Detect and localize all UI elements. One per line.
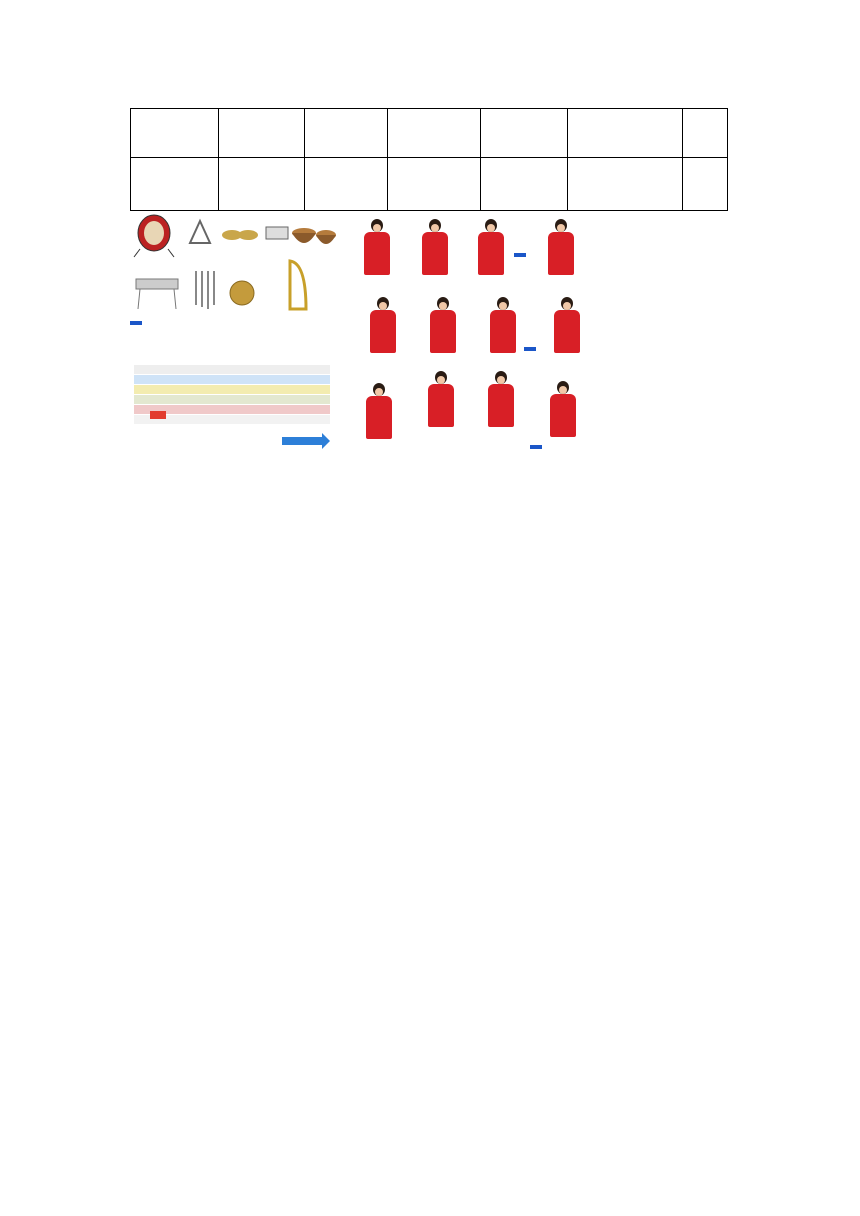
table-header-cell bbox=[131, 109, 219, 158]
classification-banner bbox=[150, 411, 166, 419]
musician-figure bbox=[426, 371, 456, 427]
woodwind-group-tag bbox=[524, 347, 536, 351]
arrow-right-icon bbox=[282, 437, 322, 445]
class-row bbox=[134, 375, 330, 384]
table-cell[interactable] bbox=[131, 158, 219, 211]
table-body-row bbox=[131, 158, 728, 211]
percussion-panel bbox=[130, 213, 340, 335]
musician-figure bbox=[428, 297, 458, 353]
table-header-cell bbox=[481, 109, 568, 158]
class-items bbox=[188, 415, 330, 424]
document-page bbox=[130, 98, 730, 463]
snare-drum-icon bbox=[266, 227, 288, 239]
table-cell[interactable] bbox=[568, 158, 683, 211]
strings-group-tag bbox=[530, 445, 542, 449]
class-items bbox=[188, 385, 330, 394]
musician-figure bbox=[420, 219, 450, 275]
instrument-collage bbox=[130, 213, 602, 463]
strings-panel bbox=[342, 369, 602, 463]
class-items bbox=[188, 405, 330, 414]
musician-figure bbox=[546, 219, 576, 275]
class-items bbox=[188, 375, 330, 384]
woodwind-panel bbox=[342, 289, 602, 365]
gong-icon bbox=[230, 281, 254, 305]
percussion-illustration bbox=[130, 213, 340, 335]
table-cell[interactable] bbox=[481, 158, 568, 211]
musician-figure bbox=[364, 383, 394, 439]
class-row bbox=[134, 395, 330, 404]
class-items bbox=[188, 395, 330, 404]
table-cell[interactable] bbox=[388, 158, 481, 211]
table-header-cell bbox=[568, 109, 683, 158]
tubular-bells-icon bbox=[196, 271, 214, 309]
table-cell[interactable] bbox=[219, 158, 305, 211]
class-group bbox=[134, 385, 188, 394]
harp-icon bbox=[290, 261, 306, 309]
listening-table bbox=[130, 108, 728, 211]
timpani-icon bbox=[292, 228, 336, 244]
triangle-icon bbox=[190, 221, 210, 243]
xylophone-icon bbox=[136, 279, 178, 289]
table-header-cell bbox=[219, 109, 305, 158]
table-header-cell bbox=[683, 109, 728, 158]
class-group bbox=[134, 395, 188, 404]
class-row bbox=[134, 385, 330, 394]
table-cell[interactable] bbox=[305, 158, 388, 211]
table-header-row bbox=[131, 109, 728, 158]
musician-figure bbox=[486, 371, 516, 427]
musician-figure bbox=[552, 297, 582, 353]
table-header-cell bbox=[305, 109, 388, 158]
percussion-group-tag bbox=[130, 321, 142, 325]
musician-figure bbox=[548, 381, 578, 437]
musician-figure bbox=[476, 219, 506, 275]
table-header-cell bbox=[388, 109, 481, 158]
class-group bbox=[134, 375, 188, 384]
brass-group-tag bbox=[514, 253, 526, 257]
musician-figure bbox=[362, 219, 392, 275]
class-row bbox=[134, 365, 330, 374]
class-header bbox=[134, 365, 188, 374]
brass-panel bbox=[342, 213, 602, 285]
musician-figure bbox=[488, 297, 518, 353]
table-cell[interactable] bbox=[683, 158, 728, 211]
musician-figure bbox=[368, 297, 398, 353]
